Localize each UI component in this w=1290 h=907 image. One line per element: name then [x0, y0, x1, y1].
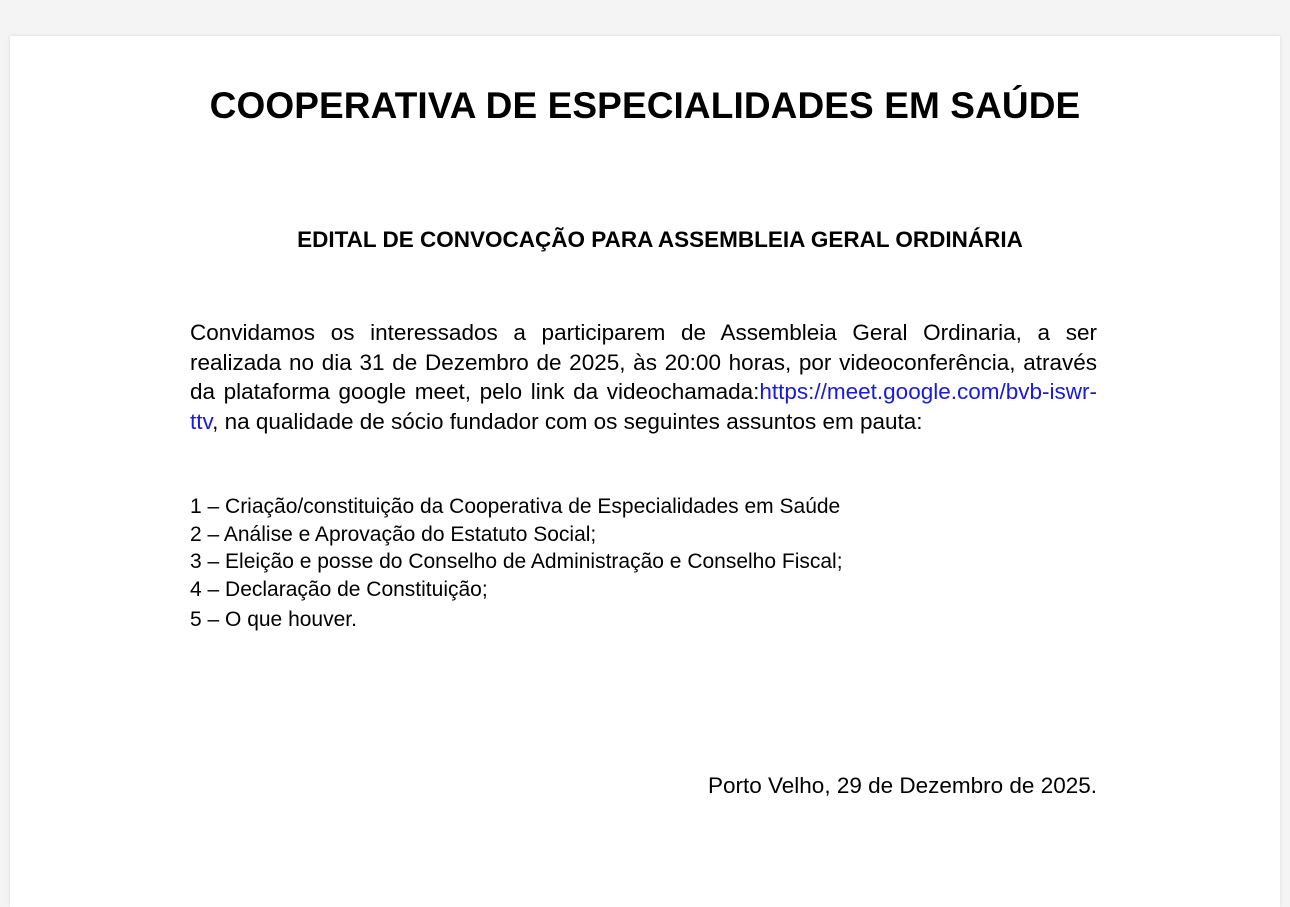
agenda-item: 2 – Análise e Aprovação do Estatuto Social;: [190, 522, 597, 546]
agenda-item: 4 – Declaração de Constituição;: [190, 577, 488, 601]
agenda-list: [190, 493, 843, 634]
document-page: [10, 36, 1280, 907]
meet-link[interactable]: https://meet.google.com/bvb-iswr-ttv: [190, 379, 1097, 434]
agenda-item: 1 – Criação/constituição da Cooperativa de Especialidades em Saúde: [190, 495, 841, 518]
agenda-item: 5 – O que houver.: [190, 608, 357, 631]
invitation-paragraph: [190, 318, 1097, 436]
invitation-text-after-link: , na qualidade de sócio fundador com os seguintes assuntos em pauta:: [212, 408, 923, 434]
document-subtitle: EDITAL DE CONVOCAÇÃO PARA ASSEMBLEIA GERAL ORDINÁRIA: [297, 227, 1023, 252]
document-title: COOPERATIVA DE ESPECIALIDADES EM SAÚDE: [209, 85, 1081, 126]
invitation-text-before-link: Convidamos os interessados a participarem de Assembleia Geral Ordinaria, a ser realizada no dia 31 de Dezembro de 2025, às 20:00 horas, por videoconferência, através da plataforma google meet, pelo link da videochamada:: [190, 320, 1097, 405]
agenda-item: 3 – Eleição e posse do Conselho de Administração e Conselho Fiscal;: [190, 550, 843, 573]
place-and-date: Porto Velho, 29 de Dezembro de 2025.: [707, 773, 1097, 798]
